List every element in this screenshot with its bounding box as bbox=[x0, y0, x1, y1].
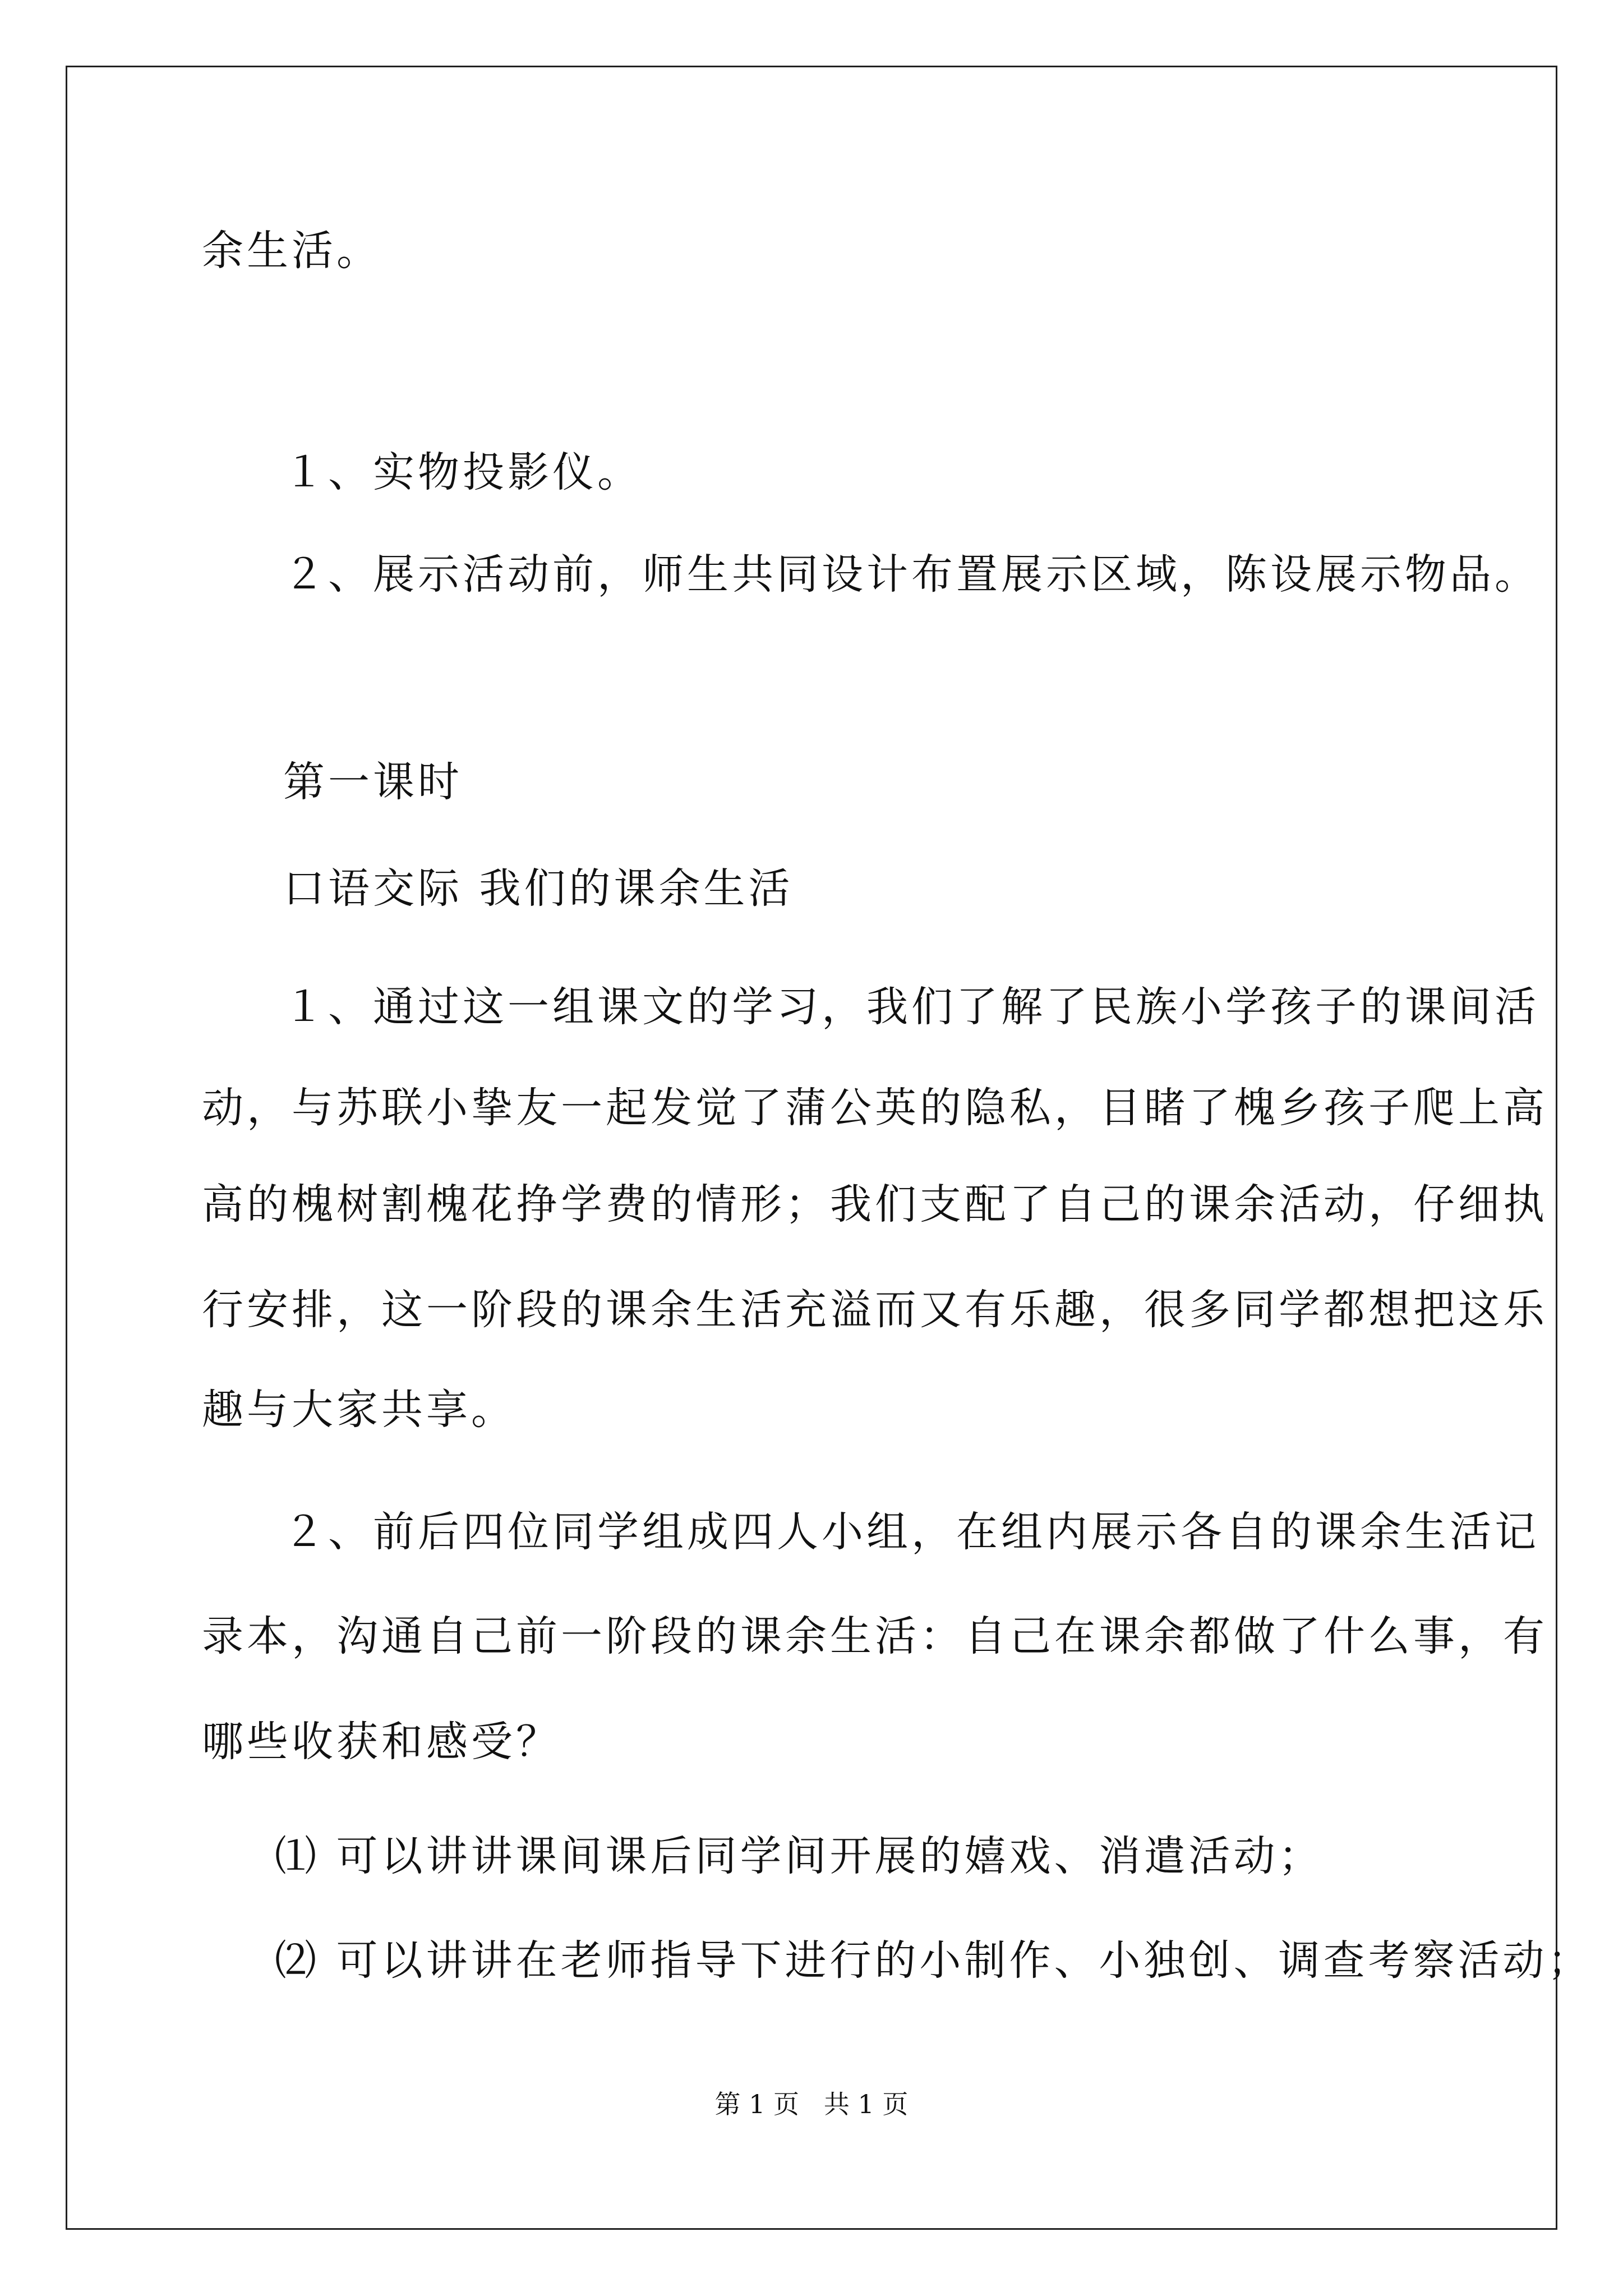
list-item: ⑵ 可以讲讲在老师指导下进行的小制作、小独创、调查考察活动； bbox=[275, 1936, 1593, 1985]
list-item: ⑴ 可以讲讲课间课后同学间开展的嬉戏、消遣活动； bbox=[275, 1832, 1324, 1880]
text-line: ２、前后四位同学组成四人小组，在组内展示各自的课余生活记 bbox=[283, 1508, 1539, 1556]
text-line: 动，与苏联小挚友一起发觉了蒲公英的隐私，目睹了槐乡孩子爬上高 bbox=[202, 1084, 1548, 1132]
section-heading: 第一课时 bbox=[283, 758, 463, 806]
section-subheading: 口语交际 我们的课余生活 bbox=[283, 864, 794, 913]
page-number-footer: 第 1 页 共 1 页 bbox=[714, 2089, 909, 2119]
text-line: 哪些收获和感受？ bbox=[202, 1718, 561, 1766]
text-line: 高的槐树割槐花挣学费的情形；我们支配了自己的课余活动，仔细执 bbox=[202, 1180, 1548, 1228]
text-line: １、通过这一组课文的学习，我们了解了民族小学孩子的课间活 bbox=[283, 983, 1539, 1031]
text-line: ２、展示活动前，师生共同设计布置展示区域，陈设展示物品。 bbox=[283, 550, 1539, 599]
text-line: 行安排，这一阶段的课余生活充溢而又有乐趣，很多同学都想把这乐 bbox=[202, 1286, 1548, 1334]
page-border bbox=[66, 66, 1557, 2230]
text-line: 趣与大家共享。 bbox=[202, 1386, 516, 1434]
text-line: 余生活。 bbox=[202, 227, 381, 275]
text-line: １、实物投影仪。 bbox=[283, 448, 642, 496]
text-line: 录本，沟通自己前一阶段的课余生活：自己在课余都做了什么事，有 bbox=[202, 1612, 1548, 1660]
